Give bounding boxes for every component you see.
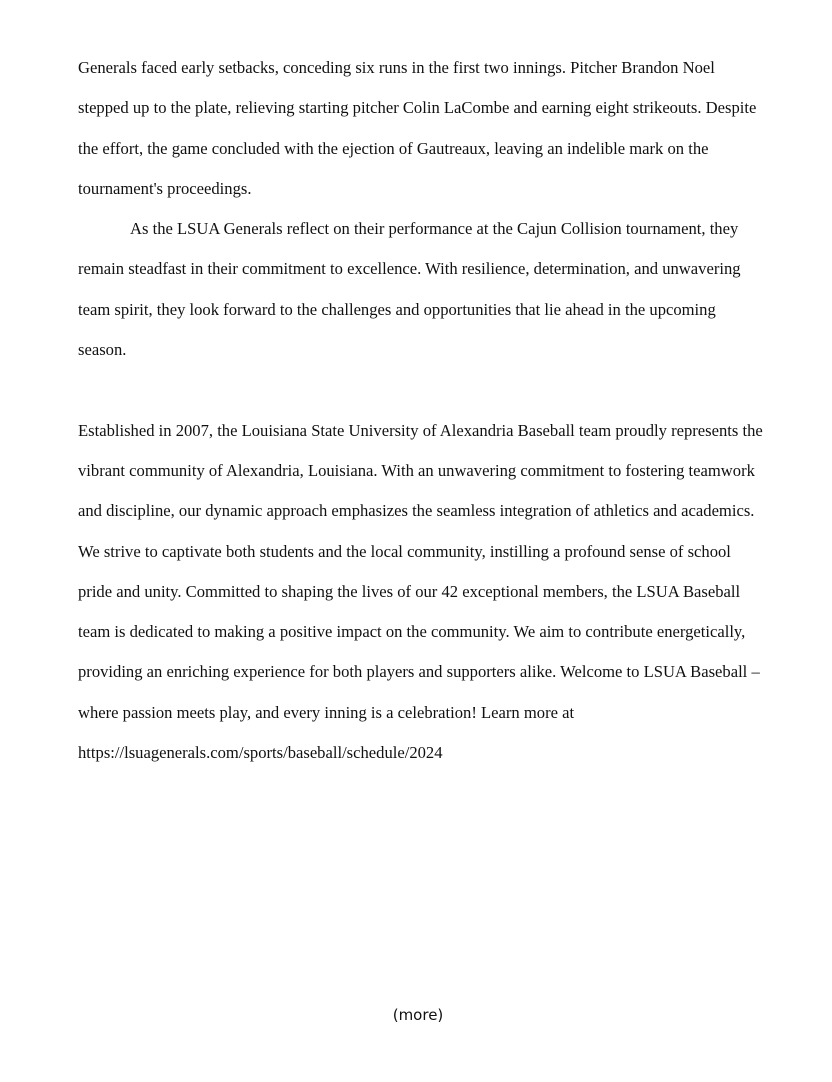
paragraph-spacer — [78, 370, 768, 410]
document-body — [78, 48, 768, 773]
paragraph-team-boilerplate: Established in 2007, the Louisiana State University of Alexandria Baseball team proudly represents the vibrant community of Alexandria, Louisiana. With an unwavering commitment to fostering teamwork and discipline, our dynamic approach emphasizes the seamless integration of athletics and academics. We strive to captivate both students and the local community, instilling a profound sense of school pride and unity. Committed to shaping the lives of our 42 exceptional members, the LSUA Baseball team is dedicated to making a positive impact on the community. We aim to contribute energetically, providing an enriching experience for both players and supporters alike. Welcome to LSUA Baseball – where passion meets play, and every inning is a celebration! Learn more at https://lsuagenerals.com/sports/baseball/schedule/2024 — [78, 420, 763, 763]
paragraph-game-recap: Generals faced early setbacks, conceding six runs in the first two innings. Pitcher Brandon Noel stepped up to the plate, relieving starting pitcher Colin LaCombe and earning eight strikeouts. Despite the effort, the game concluded with the ejection of Gautreaux, leaving an indelible mark on the tournament's proceedings. — [78, 58, 757, 198]
continuation-marker: (more) — [392, 1006, 444, 1024]
paragraph-reflection: As the LSUA Generals reflect on their performance at the Cajun Collision tournament, they remain steadfast in their commitment to excellence. With resilience, determination, and unwavering team spirit, they look forward to the challenges and opportunities that lie ahead in the upcoming season. — [78, 219, 741, 360]
